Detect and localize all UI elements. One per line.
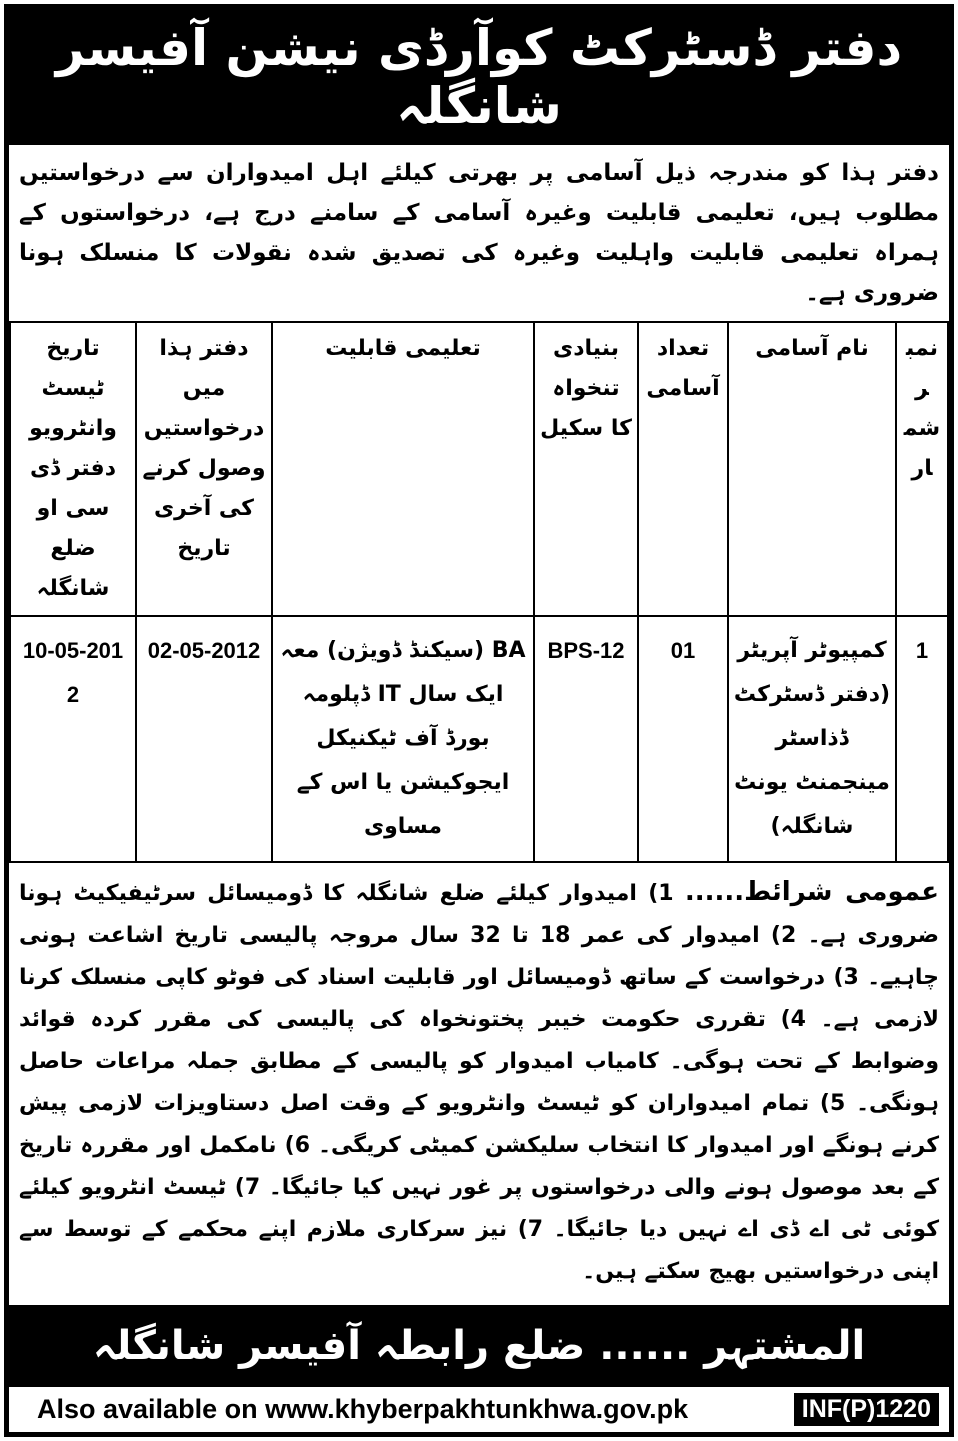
header-post: نام آسامی (728, 322, 896, 616)
general-conditions (9, 863, 949, 1305)
table-header-row (10, 322, 948, 616)
cell-test-date: 10-05-2012 (10, 616, 136, 862)
info-code-badge: INF(P)1220 (794, 1393, 939, 1426)
cell-post: کمپیوٹر آپریٹر (دفتر ڈسٹرکٹ ڈذاسٹر مینجمنٹ یونٹ شانگلہ) (728, 616, 896, 862)
header-qualification: تعلیمی قابلیت (272, 322, 534, 616)
conditions-title: عمومی شرائط...... (684, 877, 940, 907)
table-row (10, 616, 948, 862)
intro-paragraph: دفتر ہذا کو مندرجہ ذیل آسامی پر بھرتی کیلئے اہل امیدواران سے درخواستیں مطلوب ہیں، تعلیمی قابلیت وغیرہ آسامی کے سامنے درج ہے، درخواستوں کے ہمراہ تعلیمی قابلیت واہلیت وغیرہ کی تصدیق شدہ نقولات کا منسلک ہونا ضروری ہے۔ (19, 160, 939, 306)
vacancy-table (9, 321, 949, 863)
conditions-text: 1) امیدوار کیلئے ضلع شانگلہ کا ڈومیسائل سرٹیفیکیٹ ہونا ضروری ہے۔ 2) امیدوار کی عمر 18 تا 32 سال مروجہ پالیسی تاریخ اشاعت ہونی چاہیے۔ 3) درخواست کے ساتھ ڈومیسائل اور قابلیت اسناد کی فوٹو کاپی منسلک کرنا لازمی ہے۔ 4) تقرری حکومت خیبر پختونخواہ کی پالیسی کی مقرر کردہ قوائد وضوابط کے تحت ہوگی۔ کامیاب امیدوار کو پالیسی کے مطابق جملہ مراعات حاصل ہونگی۔ 5) تمام امیدواران کو ٹیسٹ وانٹرویو کے وقت اصل دستاویزات لازمی پیش کرنے ہونگے اور امیدوار کا انتخاب سلیکشن کمیٹی کریگی۔ 6) نامکمل اور مقررہ تاریخ کے بعد موصول ہونے والی درخواستوں پر غور نہیں کیا جائیگا۔ 7) ٹیسٹ انٹرویو کیلئے کوئی ٹی اے ڈی اے نہیں دیا جائیگا۔ 7) نیز سرکاری ملازم اپنے محکمے کے توسط سے اپنی درخواستیں بھیج سکتے ہیں۔ (19, 881, 940, 1284)
cell-last-date: 02-05-2012 (136, 616, 272, 862)
website-link[interactable]: Also available on www.khyberpakhtunkhwa.gov.pk (37, 1394, 689, 1424)
header-last-date: دفتر ہذا میں درخواستیں وصول کرنے کی آخری تاریخ (136, 322, 272, 616)
header-serial: نمبر شمار (896, 322, 948, 616)
advertiser-signature: المشتہر ...... ضلع رابطہ آفیسر شانگلہ (9, 1305, 949, 1387)
cell-serial: 1 (896, 616, 948, 862)
header-scale: بنیادی تنخواہ کا سکیل (534, 322, 638, 616)
advertisement-frame (4, 4, 954, 1437)
cell-count: 01 (638, 616, 728, 862)
header-test-date: تاریخ ٹیسٹ وانٹرویو دفتر ڈی سی او ضلع شانگلہ (10, 322, 136, 616)
cell-scale: BPS-12 (534, 616, 638, 862)
cell-qualification: BA (سیکنڈ ڈویژن) معہ ایک سال IT ڈپلومہ بورڈ آف ٹیکنیکل ایجوکیشن یا اس کے مساوی (272, 616, 534, 862)
header-count: تعداد آسامی (638, 322, 728, 616)
bottom-bar (9, 1387, 949, 1432)
page-title: دفتر ڈسٹرکٹ کوآرڈی نیشن آفیسر شانگلہ (9, 9, 949, 145)
